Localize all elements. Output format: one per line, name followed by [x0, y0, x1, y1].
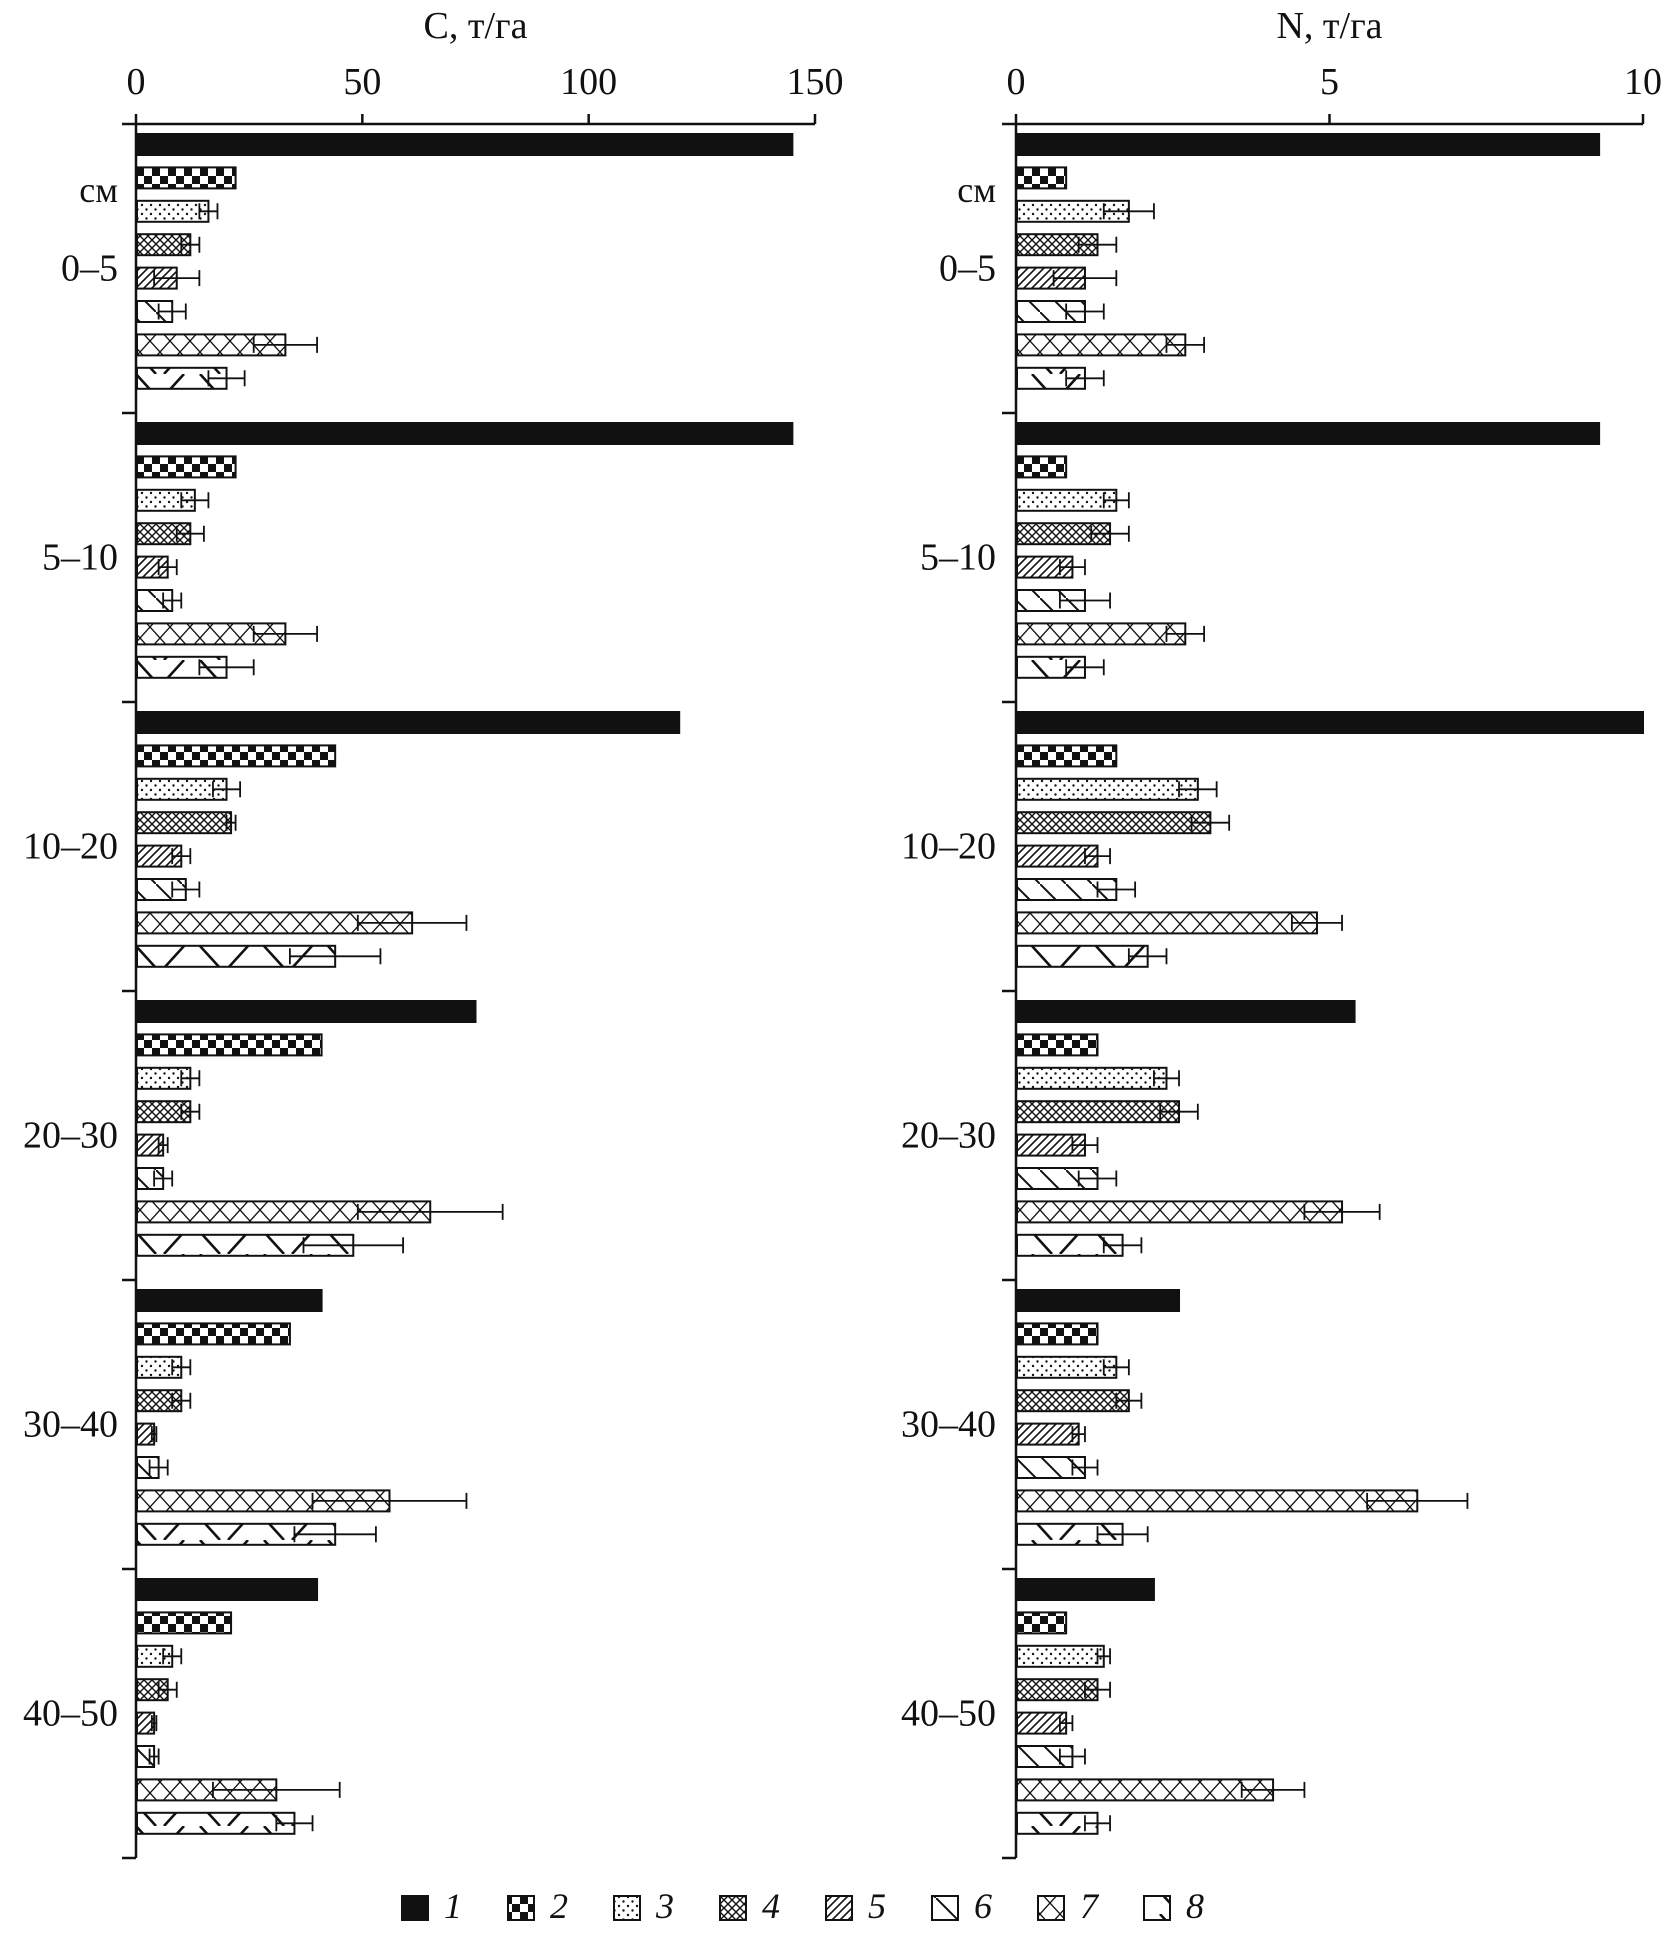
panel-carbon	[23, 5, 844, 1858]
bar-series-2	[137, 745, 335, 766]
bar-series-3	[1017, 1357, 1116, 1378]
category-label: 0–5	[939, 247, 996, 290]
bar-series-2	[137, 167, 236, 188]
category-label: 0–5	[61, 247, 118, 290]
bar-series-2	[1017, 1034, 1098, 1055]
chart-title: N, т/га	[1276, 5, 1383, 47]
legend-label: 2	[550, 1886, 568, 1926]
legend-item-8	[1144, 1886, 1204, 1926]
category-label: 10–20	[901, 825, 996, 868]
legend-label: 8	[1186, 1886, 1204, 1926]
bar-series-2	[1017, 1323, 1098, 1344]
bar-series-1	[1017, 712, 1643, 733]
legend-swatch	[826, 1896, 852, 1920]
legend-swatch	[932, 1896, 958, 1920]
category-label: 30–40	[901, 1403, 996, 1446]
legend-label: 6	[974, 1886, 992, 1926]
bar-series-1	[137, 423, 792, 444]
legend-item-7	[1038, 1886, 1100, 1926]
category-label: 30–40	[23, 1403, 118, 1446]
x-tick-label: 0	[126, 61, 146, 103]
chart-title: C, т/га	[423, 5, 528, 47]
x-tick-label: 150	[786, 61, 844, 103]
bar-series-1	[1017, 1001, 1355, 1022]
bar-series-1	[137, 1001, 476, 1022]
bar-series-5	[1017, 1424, 1079, 1445]
bar-series-1	[1017, 134, 1599, 155]
bar-series-1	[1017, 1579, 1154, 1600]
bar-series-2	[1017, 456, 1066, 477]
legend-swatch	[1038, 1896, 1064, 1920]
legend	[402, 1886, 1204, 1926]
legend-item-4	[720, 1886, 780, 1926]
bar-series-4	[137, 812, 231, 833]
y-unit-label: см	[79, 170, 118, 210]
bar-series-4	[1017, 1390, 1129, 1411]
bar-series-1	[137, 1290, 322, 1311]
legend-item-2	[508, 1886, 568, 1926]
bar-series-3	[137, 201, 208, 222]
bar-series-7	[1017, 1201, 1342, 1222]
x-tick-label: 5	[1320, 61, 1339, 103]
legend-swatch	[1144, 1896, 1170, 1920]
bar-series-1	[137, 134, 792, 155]
bar-series-1	[137, 712, 679, 733]
bar-series-2	[1017, 745, 1116, 766]
legend-label: 4	[762, 1886, 780, 1926]
x-tick-label: 100	[560, 61, 618, 103]
legend-item-6	[932, 1886, 992, 1926]
panel-nitrogen	[901, 5, 1662, 1858]
legend-swatch	[614, 1896, 640, 1920]
category-label: 5–10	[42, 536, 118, 579]
bar-series-2	[137, 1034, 322, 1055]
bar-series-2	[137, 1612, 231, 1633]
bar-series-3	[1017, 779, 1198, 800]
bar-series-3	[1017, 1646, 1104, 1667]
bar-series-4	[1017, 1101, 1179, 1122]
bar-series-5	[1017, 1713, 1066, 1734]
category-label: 20–30	[23, 1114, 118, 1157]
legend-item-5	[826, 1886, 886, 1926]
legend-label: 3	[656, 1886, 674, 1926]
legend-label: 1	[444, 1886, 462, 1926]
x-tick-label: 10	[1624, 61, 1662, 103]
panels	[23, 5, 1662, 1858]
y-unit-label: см	[957, 170, 996, 210]
category-label: 40–50	[901, 1692, 996, 1735]
x-tick-label: 50	[343, 61, 382, 103]
bar-series-7	[1017, 623, 1185, 644]
bar-series-7	[1017, 334, 1185, 355]
bar-series-4	[1017, 812, 1210, 833]
category-label: 10–20	[23, 825, 118, 868]
bar-series-2	[137, 456, 236, 477]
x-tick-label: 0	[1006, 61, 1026, 103]
bar-series-3	[1017, 490, 1116, 511]
category-label: 20–30	[901, 1114, 996, 1157]
bar-series-1	[1017, 423, 1599, 444]
bar-series-1	[1017, 1290, 1179, 1311]
bar-series-2	[137, 1323, 290, 1344]
bar-series-7	[1017, 912, 1317, 933]
legend-label: 5	[868, 1886, 886, 1926]
legend-label: 7	[1080, 1886, 1098, 1926]
bar-series-1	[137, 1579, 317, 1600]
bar-series-3	[1017, 1068, 1166, 1089]
bar-series-2	[1017, 167, 1066, 188]
bar-series-7	[1017, 1490, 1417, 1511]
legend-item-1	[402, 1886, 462, 1926]
category-label: 5–10	[920, 536, 996, 579]
bar-series-2	[1017, 1612, 1066, 1633]
bar-series-7	[1017, 1779, 1273, 1800]
legend-item-3	[614, 1886, 674, 1926]
legend-swatch	[402, 1896, 428, 1920]
category-label: 40–50	[23, 1692, 118, 1735]
bar-series-8	[137, 1813, 294, 1834]
legend-swatch	[720, 1896, 746, 1920]
legend-swatch	[508, 1896, 534, 1920]
